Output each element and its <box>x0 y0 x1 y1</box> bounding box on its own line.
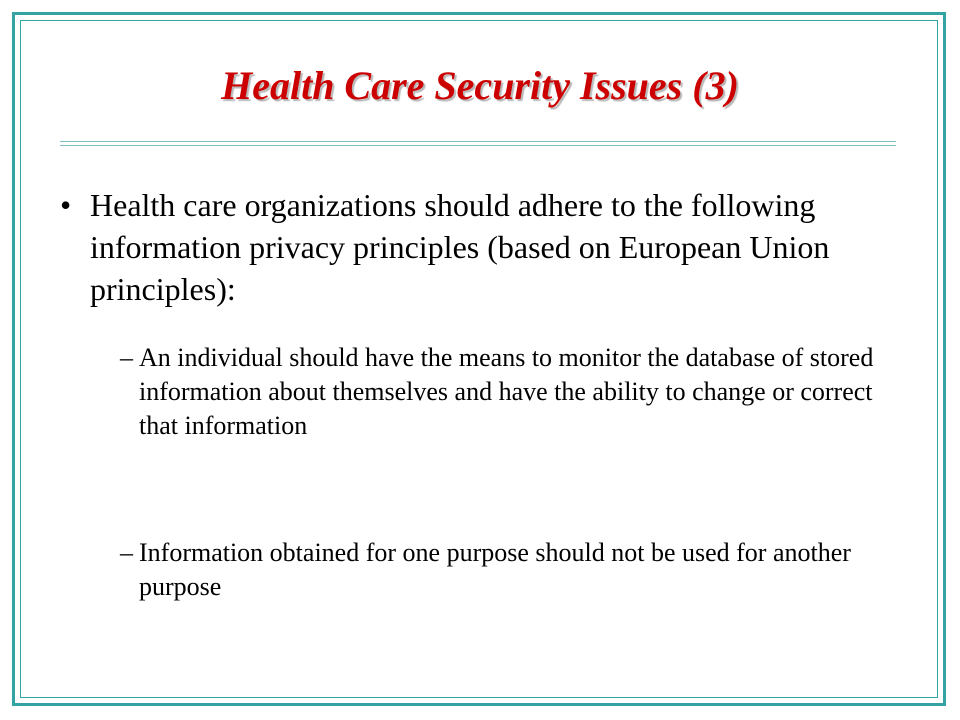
title-divider-bottom <box>60 145 896 146</box>
sub-bullet-item <box>120 341 890 443</box>
sub-bullet-item <box>120 536 890 604</box>
bullet-item <box>60 184 880 310</box>
bullet-marker: • <box>60 187 72 223</box>
sub-bullet-marker: – <box>120 538 133 567</box>
sub-bullet-text: Information obtained for one purpose should not be used for another purpose <box>139 538 851 601</box>
title-divider-top <box>60 141 896 142</box>
slide-title: Health Care Security Issues (3) <box>221 63 739 108</box>
sub-bullet-marker: – <box>120 343 133 372</box>
bullet-text: Health care organizations should adhere to the following information privacy principles (based on European Union principles): <box>90 187 830 307</box>
sub-bullet-text: An individual should have the means to monitor the database of stored information about themselves and have the ability to change or correct that information <box>139 343 874 440</box>
